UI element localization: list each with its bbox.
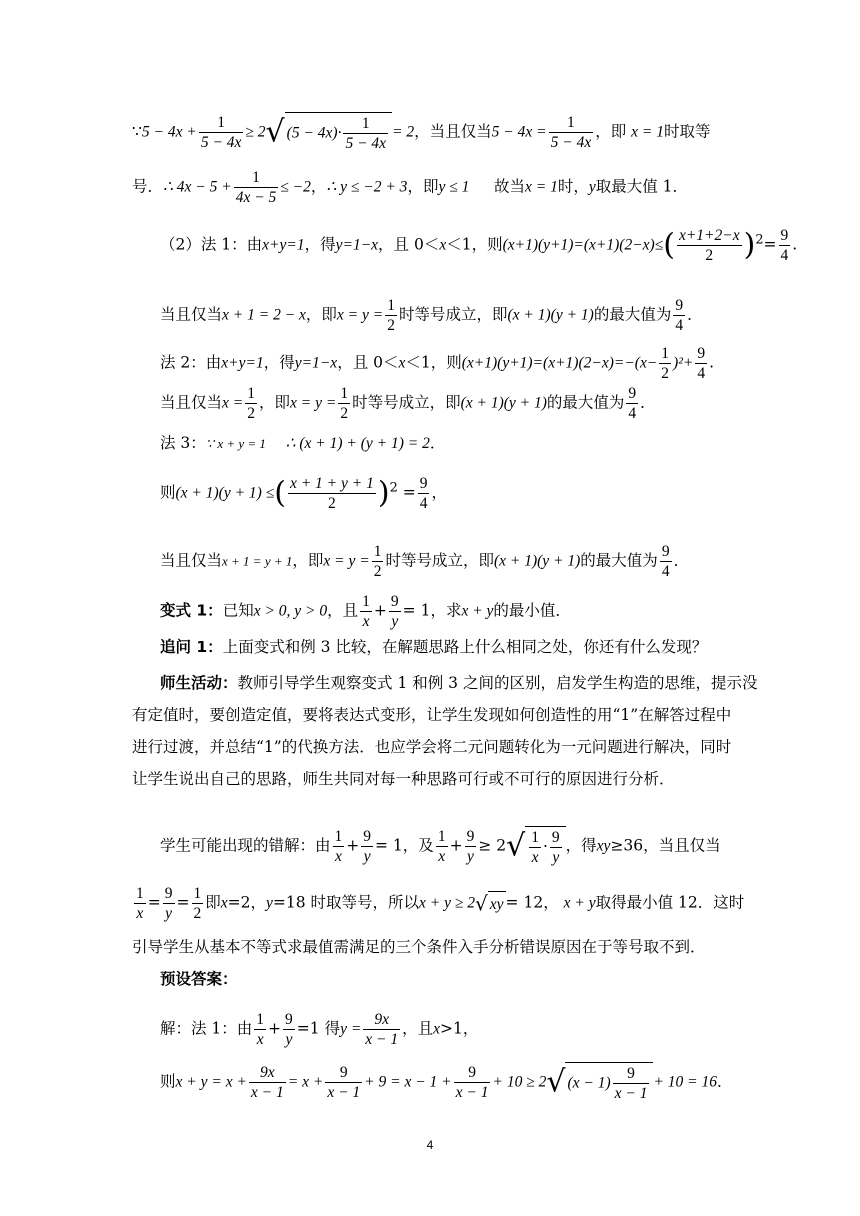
expr: (x + 1)(y + 1) (493, 552, 581, 570)
denominator: 4 (628, 405, 637, 422)
denominator: 2 (193, 905, 202, 922)
denominator: x (136, 905, 144, 922)
numerator: 1 (362, 593, 370, 610)
fraction (465, 827, 477, 866)
text: ， (431, 483, 447, 502)
text: ，得 (263, 353, 295, 372)
proof-line-2 (132, 168, 760, 207)
denominator: x (531, 849, 539, 866)
text: 时等号成立，即 (398, 305, 508, 324)
expr: y = (340, 1020, 362, 1038)
text: ，且 (402, 1019, 434, 1038)
expr: + 9 = x − 1 + (364, 1073, 452, 1091)
text: 时等号成立，即 (385, 551, 494, 570)
numerator: 9 (363, 828, 372, 845)
text: ， (543, 893, 559, 912)
fraction (333, 827, 345, 866)
numerator: 1 (334, 828, 343, 845)
fraction (549, 113, 594, 152)
guidance-line (132, 936, 760, 958)
fraction (360, 592, 372, 631)
expr: x (439, 236, 447, 254)
denominator: x − 1 (365, 1031, 399, 1048)
denominator: 2 (340, 405, 349, 422)
expr: = 2 (392, 123, 415, 141)
text: 时取等 (664, 122, 711, 141)
variant-1 (160, 592, 760, 631)
text: 故当 (493, 177, 525, 196)
denominator: 4 (661, 563, 670, 580)
text: 的最大值为 (546, 393, 625, 412)
expr: x + 1 = y + 1 (222, 553, 293, 569)
denominator: 5 − 4x (345, 135, 387, 152)
expr: (x+1)(y+1)=(x+1)(2−x)=−(x− (461, 354, 658, 372)
fraction (199, 113, 244, 152)
text: =18 时取等号，所以 (272, 893, 420, 912)
activity-line-3 (132, 736, 760, 758)
numerator: 1 (247, 385, 255, 402)
expr: x+y=1 (262, 236, 305, 254)
text: ． (687, 305, 703, 324)
radicand (525, 826, 565, 867)
text: 当且仅当 (160, 551, 223, 570)
expr: = (763, 235, 777, 254)
numerator: 9 (551, 829, 560, 846)
expr: x (433, 1020, 441, 1038)
denominator: 2 (387, 317, 395, 334)
text: 已知 (222, 601, 254, 620)
text: 进行过渡，并总结“1”的代换方法．也应学会将二元问题转化为一元问题进行解决，同时 (132, 738, 732, 756)
expr: + (268, 1019, 282, 1038)
text: 的最大值为 (580, 551, 658, 570)
text: 当且仅当 (160, 305, 223, 324)
expr: (x − 1) (567, 1074, 611, 1092)
denominator: 4 (675, 317, 684, 334)
expr: · (542, 837, 548, 856)
fraction (343, 114, 388, 153)
numerator: 1 (373, 543, 382, 560)
expr: )²+ (673, 354, 694, 372)
expr: = 1 (375, 836, 403, 855)
fraction (254, 1010, 266, 1049)
solution-method-1 (160, 1010, 760, 1049)
numerator: x+1+2−x (678, 227, 740, 244)
denominator: x (334, 848, 342, 865)
text: ，得 (304, 235, 336, 254)
fraction (163, 884, 175, 923)
expr: ∴ y ≤ −2 + 3 (326, 178, 408, 196)
denominator: x − 1 (614, 1085, 648, 1102)
fraction (695, 344, 707, 383)
text: . (792, 235, 798, 254)
text: ，得 (565, 836, 597, 855)
activity-line-2 (132, 704, 760, 726)
expr: = 12 (505, 893, 544, 912)
denominator: 2 (705, 247, 714, 264)
denominator: x (438, 848, 446, 865)
denominator: y (363, 848, 371, 865)
fraction (673, 296, 685, 335)
text: ，且 0＜ (337, 353, 399, 372)
fraction (779, 226, 791, 265)
text: ，且 0＜ (378, 235, 440, 254)
denominator: 2 (247, 405, 255, 422)
radicand (488, 891, 506, 916)
numerator: 9 (454, 1063, 491, 1083)
fraction (677, 226, 742, 265)
denominator: 5 − 4x (550, 134, 592, 151)
text: ，即 (305, 305, 337, 324)
fraction (192, 884, 204, 923)
method-2-equality (160, 384, 760, 423)
expr: x (398, 354, 406, 372)
text: ＜1，则 (446, 235, 503, 254)
expr: (x+1)(y+1)=(x+1)(2−x)≤ (502, 236, 664, 254)
text: ，即 (258, 393, 290, 412)
text: 解：法 1：由 (160, 1019, 253, 1038)
radical-sign: √ (475, 891, 488, 916)
denominator: x (362, 613, 370, 630)
denominator: 4 (419, 495, 428, 512)
fraction (134, 884, 146, 923)
text: 有定值时，要创造定值，要将表达式变形，让学生发现如何创造性的用“1”在解答过程中 (132, 706, 732, 724)
expr: + 10 = 16 (653, 1073, 718, 1091)
follow-up-label: 追问 1： (160, 638, 223, 656)
denominator: x − 1 (250, 1084, 284, 1101)
denominator: x − 1 (455, 1084, 489, 1101)
method-3-equality (160, 542, 760, 581)
text: 号． (132, 177, 164, 196)
expr: y ≤ 1 (438, 178, 470, 196)
wrong-solution-line-2 (132, 884, 760, 923)
expr: x + y = x + (175, 1073, 247, 1091)
numerator: 1 (256, 1011, 265, 1028)
text: 上面变式和例 3 比较，在解题思路上什么相同之处，你还有什么发现？ (222, 638, 708, 656)
activity-label: 师生活动： (160, 674, 238, 692)
expr: =1 得 (296, 1019, 341, 1038)
expr: x = y = (290, 394, 337, 412)
denominator: 4 (780, 247, 789, 264)
expr: (x + 1)(y + 1) ≤ (175, 484, 275, 502)
expr: y (266, 894, 273, 912)
expr: ∵ x + y = 1 (205, 436, 266, 451)
radical-sign: √ (265, 114, 285, 150)
page-number: 4 (426, 1138, 434, 1152)
denominator: 2 (373, 563, 382, 580)
expr: = (176, 893, 190, 912)
radical-sign: √ (546, 1064, 566, 1100)
expr: ∴ (x + 1) + (y + 1) = 2 (285, 435, 430, 452)
expr: xy (596, 837, 611, 855)
fraction (613, 1064, 650, 1103)
expr: x = y = (336, 306, 384, 324)
follow-up-1 (160, 636, 760, 658)
proof-line-1 (132, 112, 760, 153)
expr: x + y (563, 894, 596, 912)
wrong-solution-line (160, 826, 760, 867)
fraction (436, 827, 448, 866)
text: ． (429, 434, 446, 452)
expr: (5 − 4x)· (286, 124, 342, 142)
text: . (709, 353, 714, 372)
variant-label: 变式 1： (160, 601, 223, 620)
numerator: 9 (697, 345, 706, 362)
numerator: 9 (613, 1064, 650, 1084)
text: 则 (160, 1072, 176, 1091)
text: ，求 (430, 601, 462, 620)
text: 法 2：由 (160, 353, 222, 372)
radicand (565, 1062, 653, 1103)
numerator: 1 (661, 345, 670, 362)
fraction (325, 1063, 362, 1102)
right-paren: ) (377, 475, 390, 511)
denominator: 2 (661, 365, 670, 382)
numerator: 1 (387, 297, 395, 314)
method-1-equality (160, 296, 760, 335)
expr: xy (489, 896, 504, 913)
fraction (372, 542, 384, 581)
expr: y=1−x (335, 236, 379, 254)
text: 学生可能出现的错解：由 (160, 836, 331, 855)
fraction (385, 296, 397, 335)
text: 引导学生从基本不等式求最值需满足的三个条件入手分析错误原因在于等号取不到． (132, 938, 706, 956)
activity-line-4 (132, 768, 760, 790)
fraction (389, 592, 401, 631)
expr: = x + (287, 1073, 324, 1091)
fraction (361, 827, 373, 866)
expr: y=1−x (294, 354, 338, 372)
text: 取得最小值 12．这时 (595, 893, 745, 912)
denominator: 4 (697, 365, 706, 382)
fraction (454, 1063, 491, 1102)
fraction (660, 542, 672, 581)
numerator: 1 (136, 885, 144, 902)
fraction (338, 384, 350, 423)
expr: x = (222, 394, 244, 412)
text: 的最大值为 (593, 305, 672, 324)
numerator: 9x (363, 1010, 400, 1030)
fraction (418, 474, 430, 513)
numerator: 9 (675, 297, 684, 314)
numerator: 1 (437, 828, 446, 845)
expr: ≥ 2 (478, 836, 507, 855)
numerator: 9x (249, 1063, 286, 1083)
numerator: 9 (419, 475, 428, 492)
fraction (626, 384, 638, 423)
expr: (x + 1)(y + 1) (460, 394, 547, 412)
expr: ≤ −2 (280, 178, 311, 196)
numerator: 9 (285, 1011, 293, 1028)
text: 时等号成立，即 (352, 393, 461, 412)
expr: (x + 1)(y + 1) (507, 306, 594, 324)
denominator: y (285, 1031, 293, 1048)
method-1-line (160, 226, 798, 265)
radical-sign: √ (506, 828, 526, 864)
fraction (234, 168, 279, 207)
expr: 5 − 4x + (141, 123, 197, 141)
expr: 5 − 4x = (491, 123, 547, 141)
numerator: 9 (661, 543, 670, 560)
numerator: x + 1 + y + 1 (289, 475, 374, 492)
text: ，当且仅当 (414, 122, 492, 141)
text: 让学生说出自己的思路，师生共同对每一种思路可行或不可行的原因进行分析． (132, 770, 675, 788)
numerator: 9 (466, 828, 475, 845)
activity-line-1 (160, 672, 760, 694)
fraction (245, 384, 257, 423)
numerator: 1 (199, 113, 244, 133)
solution-derivation (160, 1062, 760, 1103)
because-symbol: ∵ (132, 122, 142, 141)
fraction (363, 1010, 400, 1049)
text: ，即 (407, 177, 439, 196)
expr: y (588, 178, 596, 196)
text: >1， (440, 1019, 479, 1038)
denominator: y (165, 905, 173, 922)
expr: = (402, 483, 416, 502)
expr: + (346, 836, 360, 855)
expr: x > 0, y > 0 (253, 602, 328, 620)
fraction (529, 828, 541, 867)
method-3-line (160, 432, 760, 455)
text: ， (310, 177, 327, 196)
text: ，且 (327, 601, 359, 620)
numerator: 9 (628, 385, 637, 402)
numerator: 1 (531, 829, 539, 846)
expr: x + y ≥ 2 (419, 894, 476, 912)
expr: x + y (461, 602, 494, 620)
expr: + (449, 836, 463, 855)
text: ． (717, 1072, 733, 1091)
preset-answer-heading (160, 968, 760, 990)
numerator: 9 (164, 885, 173, 902)
numerator: 1 (234, 168, 279, 188)
right-paren: ) (743, 227, 756, 263)
sqrt (266, 112, 393, 153)
expr: x = y = (323, 552, 370, 570)
numerator: 1 (193, 885, 202, 902)
left-paren: ( (663, 227, 675, 263)
fraction (659, 344, 671, 383)
preset-answer-label: 预设答案： (160, 970, 238, 988)
fraction (283, 1010, 295, 1049)
exponent: 2 (389, 480, 398, 496)
fraction (249, 1063, 286, 1102)
text: （2）法 1：由 (160, 235, 263, 254)
denominator: y (466, 848, 474, 865)
expr: x+y=1 (221, 354, 264, 372)
expr: ≥ 2 (245, 123, 266, 141)
sqrt (506, 826, 566, 867)
text: ，即 (292, 551, 324, 570)
denominator: x − 1 (327, 1084, 361, 1101)
denominator: 5 − 4x (200, 134, 242, 151)
denominator: x (256, 1031, 264, 1048)
expr: x = 1 (525, 178, 558, 196)
text: 时， (557, 177, 589, 196)
text: 法 3： (160, 434, 206, 452)
numerator: 9 (780, 227, 789, 244)
denominator: y (552, 849, 560, 866)
text: 教师引导学生观察变式 1 和例 3 之间的区别，启发学生构造的思维，提示没 (237, 674, 758, 692)
expr: + (373, 601, 387, 620)
text: ． (640, 393, 656, 412)
fraction (550, 828, 562, 867)
expr: x + 1 = 2 − x (222, 306, 306, 324)
left-paren: ( (274, 475, 286, 511)
fraction (288, 474, 376, 513)
method-3-inequality (160, 474, 760, 513)
text: 当且仅当 (160, 393, 223, 412)
numerator: 9 (390, 593, 399, 610)
expr: x (220, 894, 228, 912)
expr: x = 1 (631, 123, 664, 141)
text: =2， (227, 893, 267, 912)
expr: ∴ 4x − 5 + (163, 178, 232, 196)
expr: = 1 (402, 601, 431, 620)
sqrt (475, 891, 506, 916)
numerator: 1 (343, 114, 388, 134)
numerator: 1 (340, 385, 349, 402)
text: ＜1，则 (405, 353, 462, 372)
expr: + 10 ≥ 2 (492, 1073, 547, 1091)
sqrt (546, 1062, 653, 1103)
exponent: 2 (755, 232, 764, 248)
expr: = (147, 893, 161, 912)
text: 即 (205, 893, 221, 912)
text: ≥36，当且仅当 (610, 836, 721, 855)
text: 的最小值． (493, 601, 571, 620)
numerator: 1 (549, 113, 594, 133)
text: ． (673, 551, 690, 570)
denominator: 2 (328, 495, 336, 512)
text: 取最大值 1． (595, 177, 689, 196)
denominator: y (391, 613, 399, 630)
radicand (285, 112, 392, 153)
denominator: 4x − 5 (235, 189, 277, 206)
method-2-line (160, 344, 760, 383)
numerator: 9 (325, 1063, 362, 1083)
text: ，即 (595, 122, 627, 141)
text: 则 (160, 483, 176, 502)
text: ，及 (402, 836, 434, 855)
